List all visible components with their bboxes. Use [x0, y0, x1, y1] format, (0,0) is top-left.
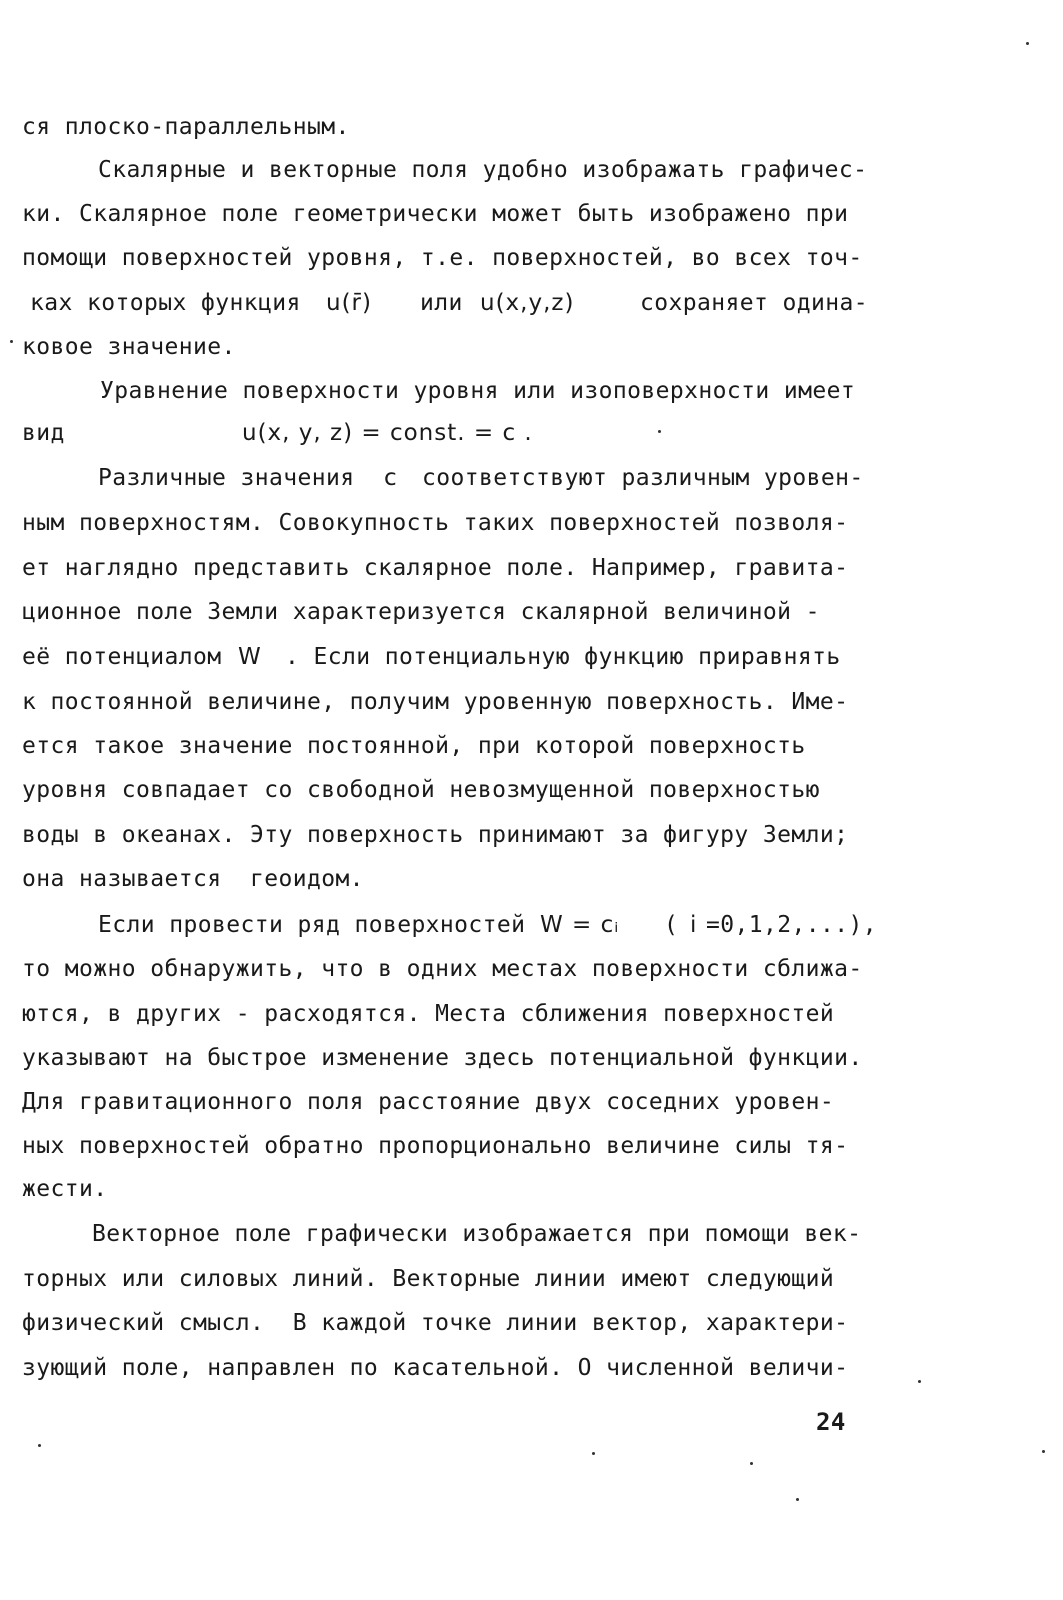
text-line: или	[420, 290, 463, 316]
text-line: Для гравитационного поля расстояние двух соседних уровен-	[22, 1089, 835, 1115]
formula-w: W	[238, 644, 262, 670]
text-line: ки. Скалярное поле геометрически может быть изображено при	[22, 201, 849, 227]
text-line: Различные значения	[98, 465, 355, 491]
formula-u-xyz: u(x,y,z)	[480, 290, 575, 316]
scan-speck	[658, 430, 661, 433]
formula-i: i	[690, 912, 698, 938]
scan-speck	[1042, 1450, 1045, 1453]
text-line: физический смысл. В каждой точке линии вектор, характери-	[22, 1310, 849, 1336]
scan-speck	[38, 1444, 41, 1447]
text-line: соответствуют различным уровен-	[422, 465, 864, 491]
text-line: ет наглядно представить скалярное поле. Например, гравита-	[22, 555, 849, 581]
scan-speck	[796, 1498, 799, 1501]
text-line: она называется геоидом.	[22, 866, 364, 892]
scan-speck	[750, 1462, 753, 1465]
text-line: к постоянной величине, получим уровенную поверхность. Име-	[22, 689, 849, 715]
formula-level-equation: u(x, y, z) = const. = c .	[242, 420, 533, 446]
text-line: Скалярные и векторные поля удобно изображать графичес-	[98, 157, 868, 183]
text-line: воды в океанах. Эту поверхность принимают за фигуру Земли;	[22, 822, 849, 848]
text-line: сохраняет одина-	[640, 290, 868, 316]
scan-speck	[592, 1452, 595, 1455]
scan-speck	[918, 1380, 921, 1383]
text-line: ционное поле Земли характеризуется скалярной величиной -	[22, 599, 820, 625]
text-line: вид	[22, 420, 65, 446]
scan-speck	[10, 340, 13, 343]
text-line: зующий поле, направлен по касательной. О численной величи-	[22, 1355, 849, 1381]
text-line: торных или силовых линий. Векторные линии имеют следующий	[22, 1266, 835, 1292]
text-line: . Если потенциальную функцию приравнять	[285, 644, 841, 670]
text-line: ются, в других - расходятся. Места сближения поверхностей	[22, 1001, 835, 1027]
text-line: её потенциалом	[22, 644, 222, 670]
formula-c: c	[384, 465, 398, 491]
text-line: Уравнение поверхности уровня или изоповерхности имеет	[100, 378, 856, 404]
text-line: ется такое значение постоянной, при которой поверхность	[22, 733, 806, 759]
text-line: указывают на быстрое изменение здесь потенциальной функции.	[22, 1045, 863, 1071]
text-line: уровня совпадает со свободной невозмущенной поверхностью	[22, 777, 820, 803]
text-line: ках которых функция	[30, 290, 301, 316]
text-line: (	[664, 912, 679, 938]
formula-u-r: u(r̄)	[326, 290, 372, 316]
text-line: ных поверхностей обратно пропорционально величине силы тя-	[22, 1133, 849, 1159]
text-line: ся плоско-параллельным.	[22, 114, 350, 140]
text-line: ным поверхностям. Совокупность таких поверхностей позволя-	[22, 510, 849, 536]
formula-w-ci: W = cᵢ	[540, 912, 620, 938]
text-line: ковое значение.	[22, 334, 236, 360]
scan-speck	[1026, 42, 1029, 45]
text-line: =0,1,2,...),	[706, 912, 877, 938]
text-line: Если провести ряд поверхностей	[98, 912, 526, 938]
text-line: помощи поверхностей уровня, т.е. поверхностей, во всех точ-	[22, 245, 863, 271]
page-number: 24	[816, 1408, 846, 1436]
text-line: то можно обнаружить, что в одних местах поверхности сближа-	[22, 956, 863, 982]
text-line: жести.	[22, 1176, 108, 1202]
text-line: Векторное поле графически изображается при помощи век-	[92, 1221, 862, 1247]
